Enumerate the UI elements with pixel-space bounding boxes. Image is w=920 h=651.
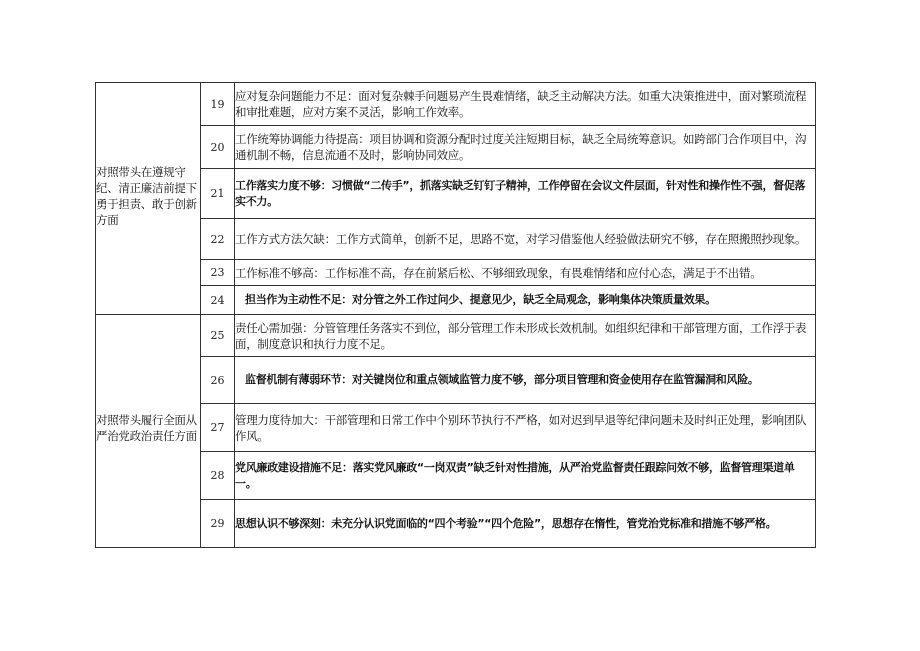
row-text: 工作方式方法欠缺：工作方式简单，创新不足，思路不宽，对学习借鉴他人经验做法研究不够，存在照搬照抄现象。 <box>235 219 816 260</box>
row-text: 应对复杂问题能力不足：面对复杂棘手问题易产生畏难情绪，缺乏主动解决方法。如重大决策推进中，面对繁琐流程和审批难题，应对方案不灵活，影响工作效率。 <box>235 83 816 126</box>
table-row <box>96 315 816 357</box>
row-text: 党风廉政建设措施不足：落实党风廉政“一岗双责”缺乏针对性措施，从严治党监督责任跟踪问效不够，监督管理渠道单一。 <box>235 452 816 500</box>
row-number: 29 <box>201 500 235 548</box>
table-row <box>96 500 816 548</box>
row-number: 25 <box>201 315 235 357</box>
row-number: 24 <box>201 286 235 315</box>
row-number: 19 <box>201 83 235 126</box>
problem-table <box>95 82 816 548</box>
table-row <box>96 260 816 286</box>
table-row <box>96 404 816 452</box>
table-row <box>96 169 816 219</box>
row-number: 23 <box>201 260 235 286</box>
row-number: 26 <box>201 357 235 404</box>
row-text: 担当作为主动性不足：对分管之外工作过问少、提意见少，缺乏全局观念，影响集体决策质量效果。 <box>235 286 816 315</box>
row-text: 管理力度待加大：干部管理和日常工作中个别环节执行不严格，如对迟到早退等纪律问题未及时纠正处理，影响团队作风。 <box>235 404 816 452</box>
table-row <box>96 126 816 169</box>
category-cell <box>96 315 201 548</box>
row-number: 21 <box>201 169 235 219</box>
row-number: 27 <box>201 404 235 452</box>
category-label: 对照带头履行全面从严治党政治责任方面 <box>96 413 197 443</box>
row-text: 责任心需加强：分管管理任务落实不到位，部分管理工作未形成长效机制。如组织纪律和干部管理方面，工作浮于表面，制度意识和执行力度不足。 <box>235 315 816 357</box>
table-row <box>96 286 816 315</box>
row-text: 工作落实力度不够：习惯做“二传手”，抓落实缺乏钉钉子精神，工作停留在会议文件层面，针对性和操作性不强，督促落实不力。 <box>235 169 816 219</box>
row-text: 监督机制有薄弱环节：对关键岗位和重点领域监管力度不够，部分项目管理和资金使用存在监管漏洞和风险。 <box>235 357 816 404</box>
category-label: 对照带头在遵规守纪、清正廉洁前提下勇于担责、敢于创新方面 <box>96 164 197 227</box>
table-row <box>96 83 816 126</box>
row-number: 20 <box>201 126 235 169</box>
row-text: 工作统筹协调能力待提高：项目协调和资源分配时过度关注短期目标，缺乏全局统筹意识。如跨部门合作项目中，沟通机制不畅，信息流通不及时，影响协同效应。 <box>235 126 816 169</box>
table-row <box>96 357 816 404</box>
table-row <box>96 452 816 500</box>
row-number: 28 <box>201 452 235 500</box>
table-row <box>96 219 816 260</box>
row-text: 工作标准不够高：工作标准不高，存在前紧后松、不够细致现象，有畏难情绪和应付心态，满足于不出错。 <box>235 260 816 286</box>
row-number: 22 <box>201 219 235 260</box>
row-text: 思想认识不够深刻：未充分认识党面临的“四个考验”“四个危险”，思想存在惰性，管党治党标准和措施不够严格。 <box>235 500 816 548</box>
category-cell <box>96 83 201 315</box>
